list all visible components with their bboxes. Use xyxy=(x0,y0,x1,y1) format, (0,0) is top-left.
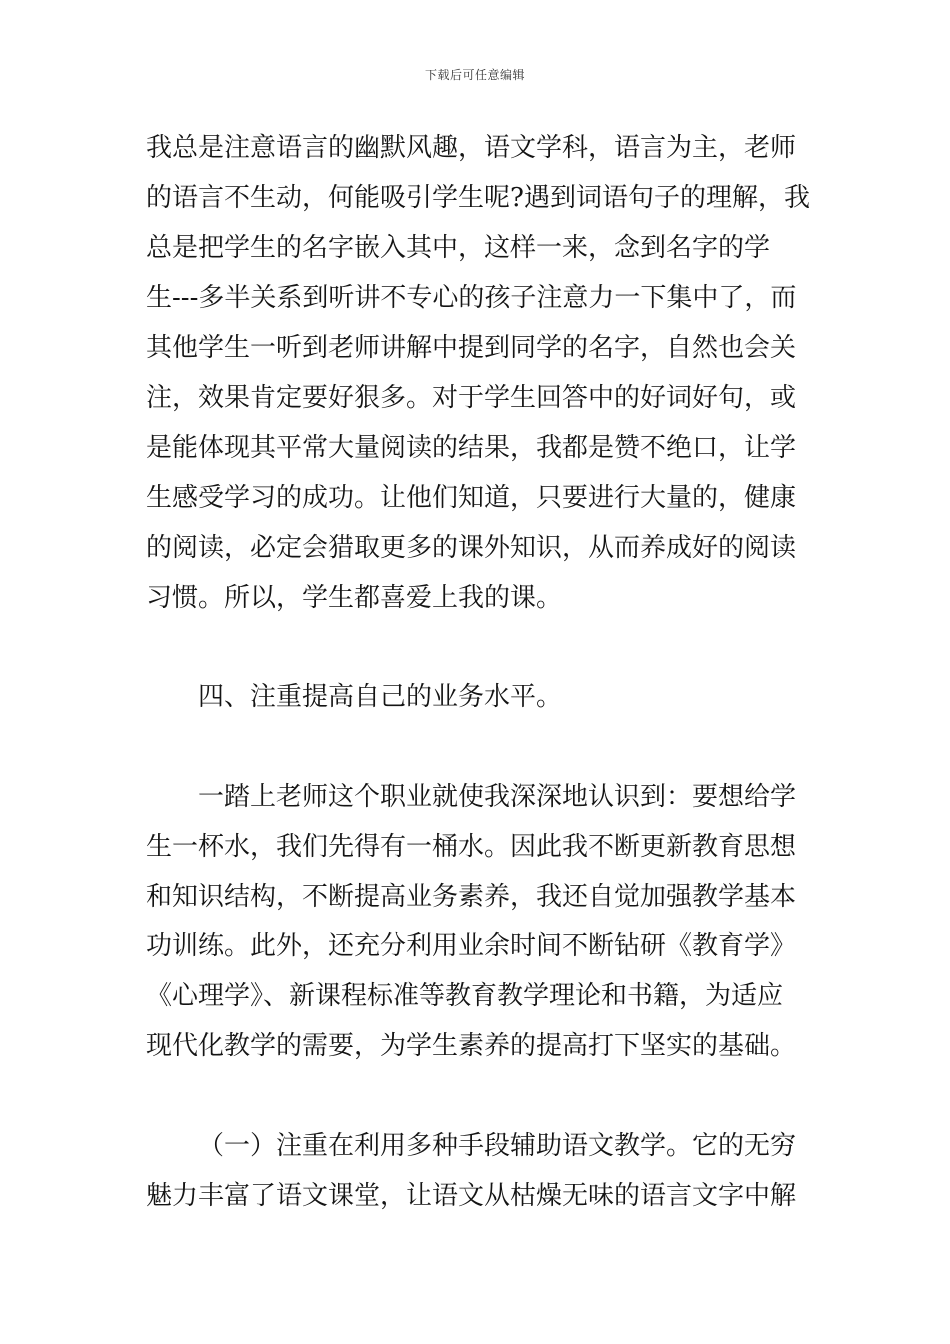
paragraph-4-line-1: （一）注重在利用多种手段辅助语文教学。它的无穷 xyxy=(198,1131,797,1161)
paragraph-1-line-10: 习惯。所以，学生都喜爱上我的课。 xyxy=(146,583,563,613)
paragraph-3-line-1: 一踏上老师这个职业就使我深深地认识到：要想给学 xyxy=(198,782,797,812)
paragraph-1-line-2: 的语言不生动，何能吸引学生呢?遇到词语句子的理解，我 xyxy=(146,183,810,213)
paragraph-1-line-5: 其他学生一听到老师讲解中提到同学的名字，自然也会关 xyxy=(146,333,797,363)
paragraph-1-line-4: 生---多半关系到听讲不专心的孩子注意力一下集中了，而 xyxy=(146,283,797,313)
paragraph-3-line-6: 现代化教学的需要，为学生素养的提高打下坚实的基础。 xyxy=(146,1031,797,1061)
paragraph-1-line-7: 是能体现其平常大量阅读的结果，我都是赞不绝口，让学 xyxy=(146,433,797,463)
paragraph-4-line-2: 魅力丰富了语文课堂，让语文从枯燥无味的语言文字中解 xyxy=(146,1181,797,1211)
header-note: 下载后可任意编辑 xyxy=(424,68,525,82)
paragraph-1-line-9: 的阅读，必定会猎取更多的课外知识，从而养成好的阅读 xyxy=(146,533,797,563)
paragraph-1-line-8: 生感受学习的成功。让他们知道，只要进行大量的，健康 xyxy=(146,483,797,513)
paragraph-3-line-5: 《心理学》、新课程标准等教育教学理论和书籍，为适应 xyxy=(146,981,784,1011)
paragraph-1-line-3: 总是把学生的名字嵌入其中，这样一来，念到名字的学 xyxy=(146,233,771,263)
paragraph-3-line-2: 生一杯水，我们先得有一桶水。因此我不断更新教育思想 xyxy=(146,832,797,862)
paragraph-1-line-6: 注，效果肯定要好狠多。对于学生回答中的好词好句，或 xyxy=(146,383,797,413)
paragraph-1-line-1: 我总是注意语言的幽默风趣，语文学科，语言为主，老师 xyxy=(146,133,797,163)
paragraph-3-line-3: 和知识结构，不断提高业务素养，我还自觉加强教学基本 xyxy=(146,882,797,912)
section-heading-4: 四、注重提高自己的业务水平。 xyxy=(198,682,563,712)
paragraph-3-line-4: 功训练。此外，还充分利用业余时间不断钻研《教育学》 xyxy=(146,931,797,961)
